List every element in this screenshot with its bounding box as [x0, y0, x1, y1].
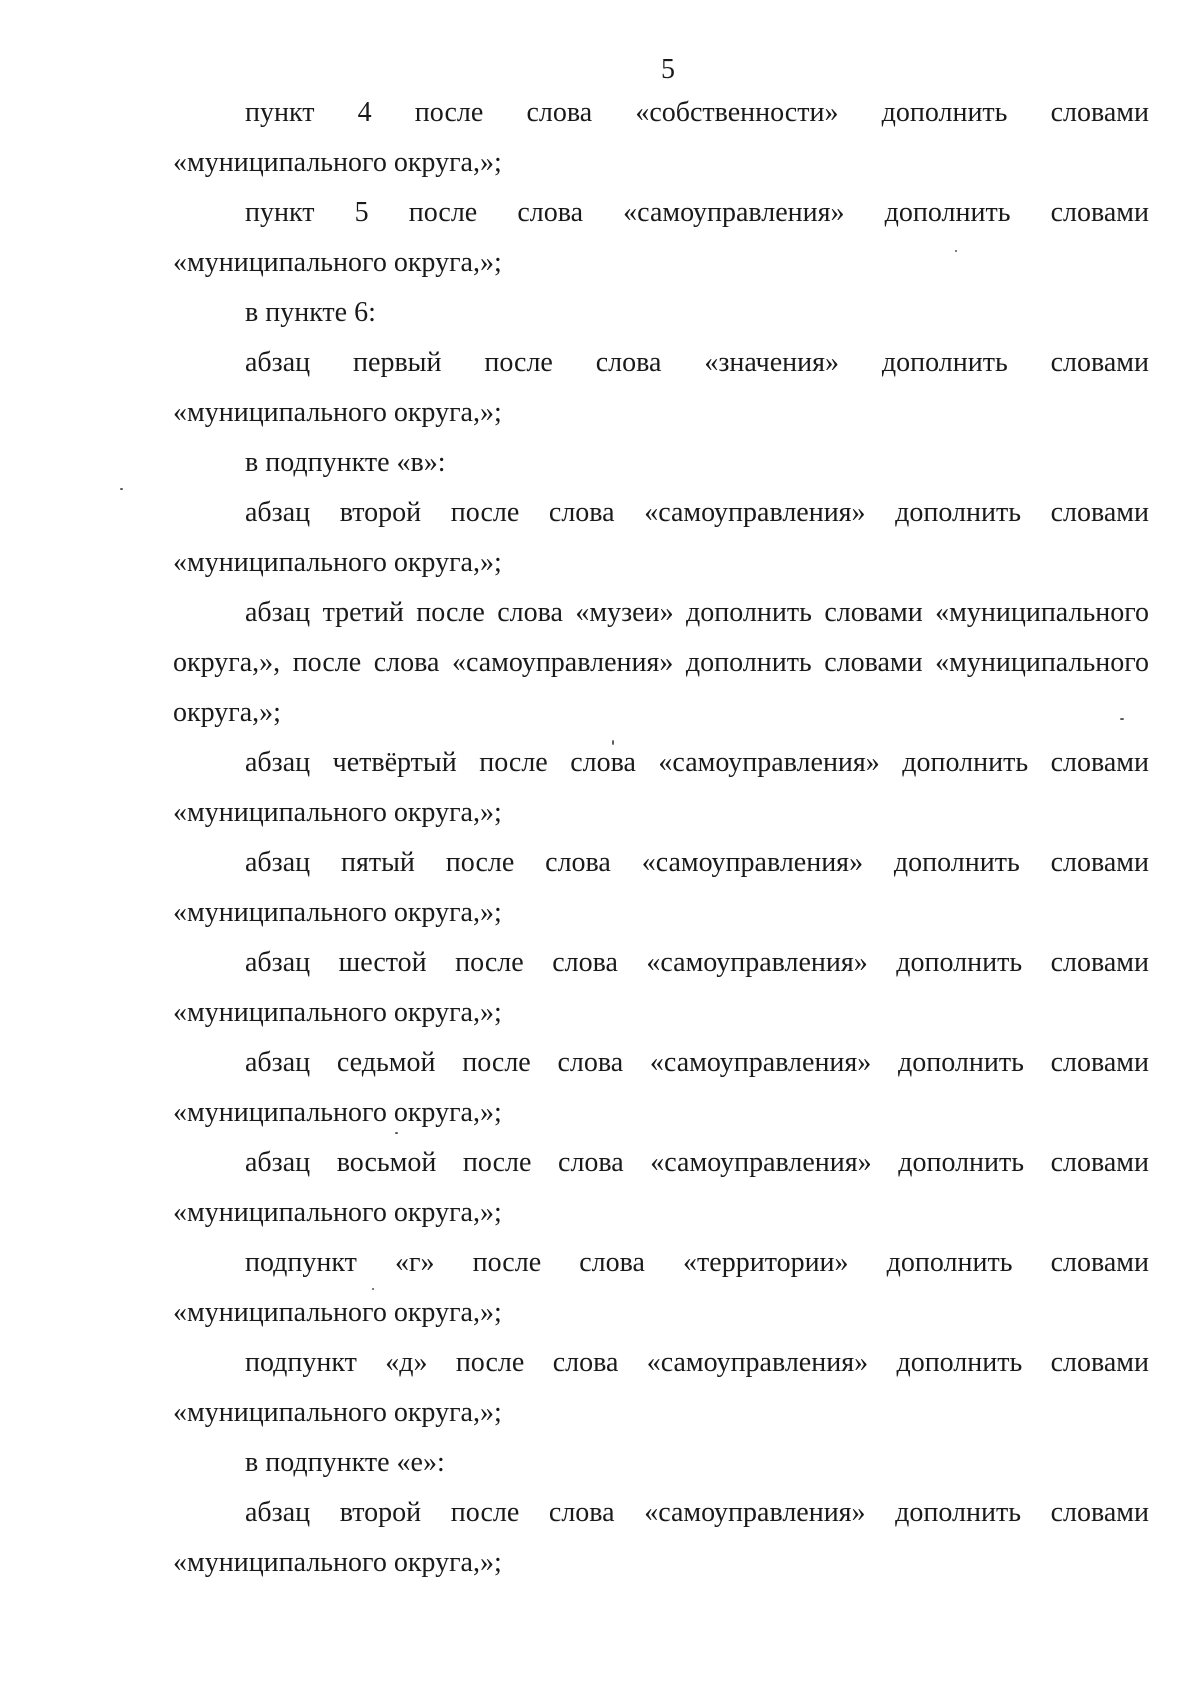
paragraph: абзац шестой после слова «самоуправления» дополнить словами «муниципального округа,»; [173, 947, 1149, 1028]
paragraph: подпункт «д» после слова «самоуправления» дополнить словами «муниципального округа,»; [173, 1347, 1149, 1428]
scan-speck [120, 488, 123, 490]
scan-speck [1120, 718, 1124, 720]
paragraph: абзац третий после слова «музеи» дополнить словами «муниципального округа,», после слова «самоуправления» дополнить словами «муниципального округа,»; [173, 597, 1149, 728]
paragraph: в подпункте «в»: [245, 447, 446, 478]
paragraph: абзац первый после слова «значения» дополнить словами «муниципального округа,»; [173, 347, 1149, 428]
scan-speck [612, 740, 614, 745]
paragraph: абзац второй после слова «самоуправления» дополнить словами «муниципального округа,»; [173, 1497, 1149, 1578]
paragraph: в пункте 6: [245, 297, 376, 328]
page-number: 5 [661, 54, 675, 85]
document-body [173, 88, 1149, 1588]
paragraph: абзац второй после слова «самоуправления» дополнить словами «муниципального округа,»; [173, 497, 1149, 578]
paragraph: абзац восьмой после слова «самоуправления» дополнить словами «муниципального округа,»; [173, 1147, 1149, 1228]
paragraph: абзац четвёртый после слова «самоуправления» дополнить словами «муниципального округа,»; [173, 747, 1149, 828]
paragraph: в подпункте «е»: [245, 1447, 445, 1478]
paragraph: пункт 5 после слова «самоуправления» дополнить словами «муниципального округа,»; [173, 197, 1149, 278]
paragraph: абзац пятый после слова «самоуправления» дополнить словами «муниципального округа,»; [173, 847, 1149, 928]
paragraph: пункт 4 после слова «собственности» дополнить словами «муниципального округа,»; [173, 97, 1149, 178]
paragraph: абзац седьмой после слова «самоуправления» дополнить словами «муниципального округа,»; [173, 1047, 1149, 1128]
scan-speck [372, 1288, 374, 1290]
scan-speck [955, 250, 957, 252]
scan-speck [395, 1132, 398, 1134]
paragraph: подпункт «г» после слова «территории» дополнить словами «муниципального округа,»; [173, 1247, 1149, 1328]
